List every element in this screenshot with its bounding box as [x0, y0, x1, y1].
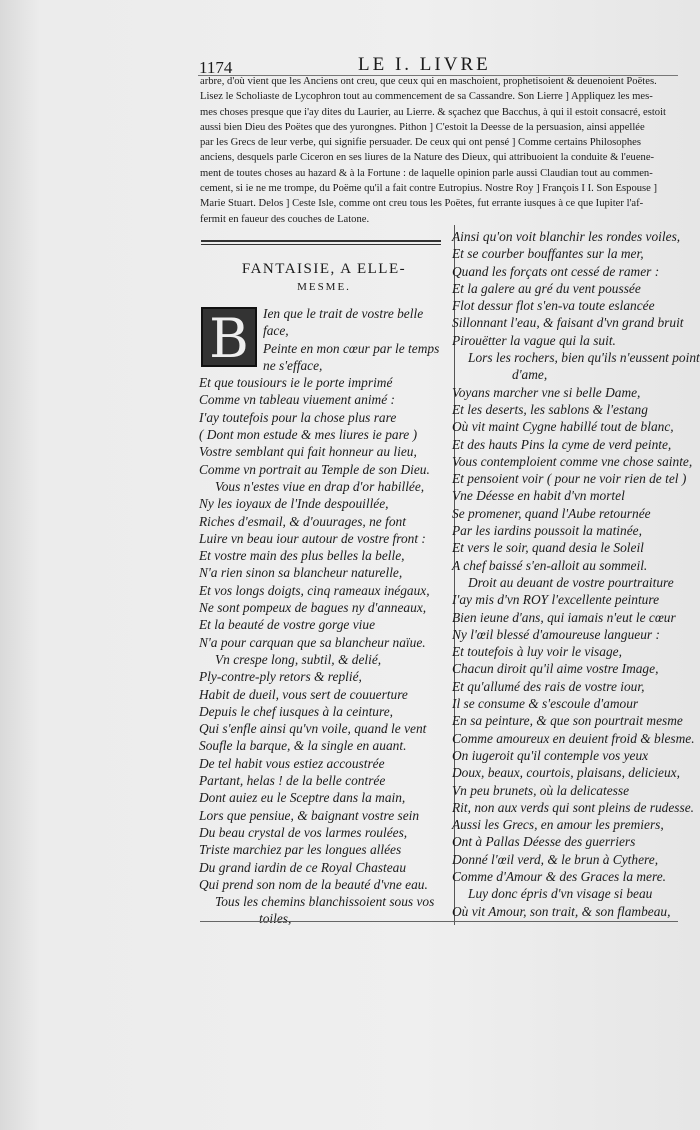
verse-line: A chef baissé s'en-alloit au sommeil.	[452, 557, 648, 573]
verse-line: Lors les rochers, bien qu'ils n'eussent point	[468, 350, 700, 366]
verse-line: Lors que pensiue, & baignant vostre sein	[199, 807, 420, 823]
verse-line: toiles,	[259, 911, 292, 927]
verse-line: Ont à Pallas Déesse des guerriers	[452, 834, 636, 850]
verse-line: Du grand iardin de ce Royal Chasteau	[199, 859, 407, 875]
note-line: par les Grecs de leur verbe, qui signifie persuader. De ceux qui ont pensé ] Comme certains Philosophes	[200, 137, 641, 149]
verse-line: Du beau crystal de vos larmes roulées,	[199, 824, 408, 840]
verse-line: N'a rien sinon sa blancheur naturelle,	[199, 565, 403, 581]
verse-line: Comme amoureux en deuient froid & blesme.	[452, 730, 695, 746]
verse-line: En sa peinture, & que son pourtrait mesme	[452, 713, 683, 729]
verse-line: Comme vn tableau viuement animé :	[199, 392, 395, 408]
verse-line: Quand les forçats ont cessé de ramer :	[452, 263, 660, 279]
verse-line: I'ay toutefois pour la chose plus rare	[199, 409, 397, 425]
verse-line: Où vit Amour, son trait, & son flambeau,	[452, 903, 671, 919]
verse-line: Ny l'œil blessé d'amoureuse langueur :	[452, 626, 660, 642]
verse-line: Pirouëtter la vague qui la suit.	[452, 332, 616, 348]
verse-line: Ne sont pompeux de bagues ny d'anneaux,	[199, 600, 427, 616]
verse-line: Et la galere au gré du vent poussée	[452, 280, 641, 296]
verse-line: Vn crespe long, subtil, & delié,	[215, 651, 382, 667]
verse-line: Vne Déesse en habit d'vn mortel	[452, 488, 625, 504]
verse-line: Qui prend son nom de la beauté d'vne eau.	[199, 876, 428, 892]
verse-line: Voyans marcher vne si belle Dame,	[452, 384, 641, 400]
poem-title-continued: MESME.	[297, 281, 351, 293]
verse-line: Et toutefois à luy voir le visage,	[452, 644, 622, 660]
note-line: Lisez le Scholiaste de Lycophron tout au commencement de sa Cassandre. Son Lierre ] Appliquez les mes-	[200, 91, 653, 103]
verse-line: Et que tousiours ie le porte imprimé	[199, 375, 393, 391]
page-number: 1174	[199, 58, 233, 77]
commentary-notes	[200, 74, 678, 227]
verse-line: ( Dont mon estude & mes liures ie pare )	[199, 427, 418, 443]
verse-line: Où vit maint Cygne habillé tout de blanc,	[452, 419, 674, 435]
running-title: LE I. LIVRE	[358, 54, 491, 75]
verse-line: Rit, non aux verds qui sont pleins de rudesse.	[452, 799, 694, 815]
verse-line: Et la beauté de vostre gorge viue	[199, 617, 376, 633]
verse-line: Comme d'Amour & des Graces la mere.	[452, 868, 666, 884]
verse-line: Ply-contre-ply retors & replié,	[199, 669, 362, 685]
verse-line: Aussi les Grecs, en amour les premiers,	[452, 817, 664, 833]
verse-line: Et qu'allumé des rais de vostre iour,	[452, 678, 645, 694]
note-line: arbre, d'où vient que les Anciens ont creu, que ceux qui en maschoient, prophetisoient & deuenoient Poëtes.	[200, 76, 657, 87]
verse-line: Luy donc épris d'vn visage si beau	[468, 886, 653, 902]
verse-line: Tous les chemins blanchissoient sous vos	[215, 894, 435, 910]
verse-line: On iugeroit qu'il contemple vos yeux	[452, 747, 649, 763]
verse-line: Et se courber bouffantes sur la mer,	[452, 246, 644, 262]
poem-right-column	[449, 228, 700, 920]
verse-line: Bien ieune d'ans, qui iamais n'eut le cœur	[452, 609, 676, 625]
verse-line: Et les deserts, les sablons & l'estang	[452, 401, 648, 417]
footer-rule	[200, 921, 678, 922]
poem-left-column	[199, 240, 449, 928]
verse-line: Se promener, quand l'Aube retournée	[452, 505, 651, 521]
opening-stanza	[199, 305, 449, 374]
verse-line: Et des hauts Pins la cyme de verd peinte,	[452, 436, 672, 452]
note-line: fermit en faueur des couches de Latone.	[200, 213, 370, 225]
verse-line: Chacun diroit qu'il aime vostre Image,	[452, 661, 659, 677]
verse-line: Vostre semblant qui fait honneur au lieu,	[199, 444, 417, 460]
verse-line: N'a pour carquan que sa blancheur naïue.	[199, 634, 426, 650]
verse-line: Ainsi qu'on voit blanchir les rondes voiles,	[452, 229, 681, 244]
note-line: anciens, desquels parle Ciceron en ses liures de la Nature des Dieux, qui attribuoient la conduite & l'euene-	[200, 152, 655, 164]
note-line: aussi bien Dieu des Poëtes que des yurongnes. Pithon ] C'estoit la Deesse de la persuasion, ainsi appellée	[200, 121, 645, 133]
verse-line: Et vos longs doigts, cinq rameaux inégaux,	[199, 582, 430, 598]
verse-block-left	[199, 305, 449, 928]
verse-line: Qui s'enfle ainsi qu'vn voile, quand le vent	[199, 721, 427, 737]
title-rule	[201, 244, 441, 245]
verse-line: Habit de dueil, vous sert de couuerture	[199, 686, 408, 702]
note-line: cement, si ie ne me trompe, du Poëme qu'il a fait contre Eutropius. Nostre Roy ] François I I. Son Espouse ]	[200, 183, 658, 195]
title-rule	[201, 240, 441, 242]
verse-line: face,	[263, 323, 289, 339]
verse-line: d'ame,	[512, 367, 548, 383]
verse-line: Et vers le soir, quand desia le Soleil	[452, 540, 644, 556]
note-line: ment de toutes choses au hazard & à la Fortune : de laquelle opinion parle aussi Claudian tout au commen-	[200, 167, 653, 179]
verse-line: Doux, beaux, courtois, plaisans, delicieux,	[452, 765, 680, 781]
ornamental-initial: B	[201, 307, 257, 367]
verse-line: De tel habit vous estiez accoustrée	[199, 755, 385, 771]
verse-line: Triste marchiez par les longues allées	[199, 842, 402, 858]
verse-line: Et vostre main des plus belles la belle,	[199, 548, 405, 564]
poem-title: FANTAISIE, A ELLE-	[241, 261, 407, 277]
verse-line: I'ay mis d'vn ROY l'excellente peinture	[452, 592, 660, 608]
verse-line: Luire vn beau iour autour de vostre front :	[199, 530, 426, 546]
verse-line: Partant, helas ! de la belle contrée	[199, 773, 386, 789]
verse-block-right	[449, 228, 700, 920]
verse-line: Peinte en mon cœur par le temps	[263, 340, 440, 356]
verse-line: ne s'efface,	[263, 357, 323, 373]
verse-line: Depuis le chef iusques à la ceinture,	[199, 703, 393, 719]
verse-line: Et pensoient voir ( pour ne voir rien de tel )	[452, 471, 687, 487]
verse-line: Vn peu brunets, où la delicatesse	[452, 782, 630, 798]
verse-line: Vous n'estes viue en drap d'or habillée,	[215, 478, 425, 494]
verse-line: Ny les ioyaux de l'Inde despouillée,	[199, 496, 389, 512]
verse-line: Soufle la barque, & la single en auant.	[199, 738, 407, 754]
verse-line: Il se consume & s'escoule d'amour	[452, 696, 639, 712]
verse-line: Sillonnant l'eau, & faisant d'vn grand bruit	[452, 315, 684, 331]
verse-line: Ien que le trait de vostre belle	[263, 306, 424, 321]
verse-line: Vous contemploient comme vne chose sainte,	[452, 453, 693, 469]
verse-line: Par les iardins poussoit la matinée,	[452, 523, 642, 539]
note-line: mes choses presque que i'ay dites du Laurier, au Lierre. & sçachez que Bacchus, à qui il estoit consacré, estoit	[200, 106, 666, 118]
note-line: Marie Stuart. Delos ] Ceste Isle, comme ont creu tous les Poëtes, fut errante iusques à ce que Iupiter l'af-	[200, 198, 644, 210]
verse-line: Flot dessur flot s'en-va toute eslancée	[452, 298, 655, 314]
verse-line: Riches d'esmail, & d'ouurages, ne font	[199, 513, 406, 529]
verse-line: Dont auiez eu le Sceptre dans la main,	[199, 790, 406, 806]
verse-line: Comme vn portrait au Temple de son Dieu.	[199, 461, 430, 477]
verse-line: Droit au deuant de vostre pourtraiture	[468, 574, 674, 590]
verse-line: Donné l'œil verd, & le brun à Cythere,	[452, 851, 659, 867]
